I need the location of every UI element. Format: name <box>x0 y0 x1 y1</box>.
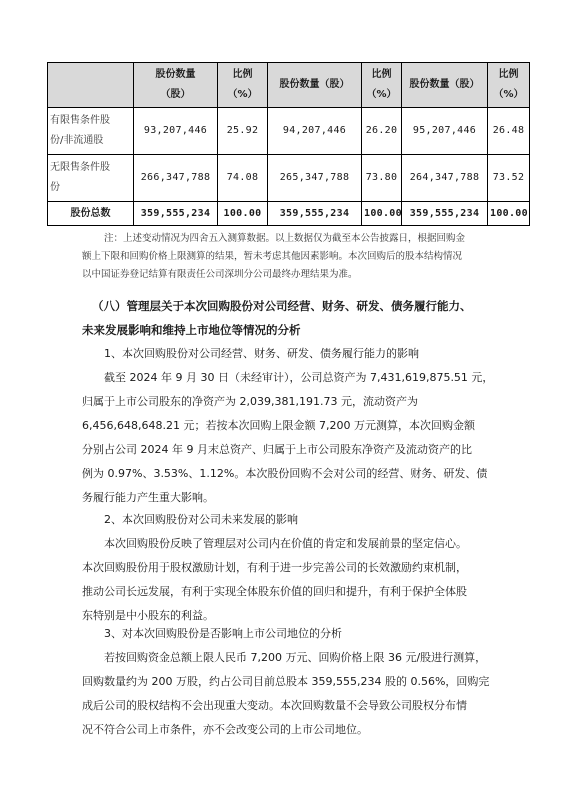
table-total-row <box>48 202 530 226</box>
table-cell: 264,347,788 <box>402 155 488 202</box>
row-label-line: 份 <box>50 182 60 193</box>
paragraph-line: 截至 2024 年 9 月 30 日（未经审计），公司总资产为 7,431,619,875.51 元， <box>104 371 494 384</box>
paragraph-line: 6,456,648,648.21 元；若按本次回购上限金额 7,200 万元测算，本次回购金额 <box>82 419 475 432</box>
header-shares-c: 股份数量（股） <box>402 63 488 108</box>
table-cell: 100.00 <box>488 202 530 226</box>
row-label-line: 无限售条件股 <box>50 162 110 173</box>
paragraph-line: 况不符合公司上市条件，亦不会改变公司的上市公司地位。 <box>82 723 368 736</box>
paragraph-2 <box>82 532 534 628</box>
paragraph-1 <box>82 366 534 510</box>
section-heading <box>82 294 547 342</box>
paragraph-line: 归属于上市公司股东的净资产为 2,039,381,191.73 元，流动资产为 <box>82 395 418 408</box>
table-cell: 74.08 <box>218 155 268 202</box>
header-ratio-a-unit: （%） <box>227 89 258 100</box>
paragraph-line: 例为 0.97%、3.53%、1.12%。本次股份回购不会对公司的经营、财务、研发、债 <box>82 467 488 480</box>
share-structure-table <box>47 62 530 226</box>
header-ratio-b-unit: （%） <box>366 89 397 100</box>
table-row <box>48 108 530 155</box>
table-cell: 73.80 <box>362 155 402 202</box>
table-cell: 359,555,234 <box>134 202 218 226</box>
subsection-heading-3: 3、对本次回购股份是否影响上市公司地位的分析 <box>104 627 342 640</box>
table-row <box>48 155 530 202</box>
table-cell: 95,207,446 <box>402 108 488 155</box>
row-label-restricted <box>48 108 134 155</box>
header-shares-b: 股份数量（股） <box>268 63 362 108</box>
header-shares-a <box>134 63 218 108</box>
table-cell: 266,347,788 <box>134 155 218 202</box>
paragraph-line: 回购数量约为 200 万股，约占公司目前总股本 359,555,234 股的 0.56%，回购完 <box>82 675 490 688</box>
table-cell: 265,347,788 <box>268 155 362 202</box>
table-cell: 359,555,234 <box>268 202 362 226</box>
header-ratio-b <box>362 63 402 108</box>
header-ratio-c-label: 比例 <box>498 69 519 80</box>
subsection-heading-1: 1、本次回购股份对公司经营、财务、研发、债务履行能力的影响 <box>104 347 419 360</box>
table-cell: 26.48 <box>488 108 530 155</box>
paragraph-line: 本次回购股份用于股权激励计划，有利于进一步完善公司的长效激励约束机制， <box>82 561 467 574</box>
paragraph-line: 东特别是中小股东的利益。 <box>82 609 214 622</box>
table-cell: 25.92 <box>218 108 268 155</box>
paragraph-3 <box>82 646 534 742</box>
header-ratio-c-unit: （%） <box>493 89 524 100</box>
paragraph-line: 若按回购资金总额上限人民币 7,200 万元、回购价格上限 36 元/股进行测算， <box>104 651 487 664</box>
row-label-line: 有限售条件股 <box>50 115 110 126</box>
table-cell: 93,207,446 <box>134 108 218 155</box>
paragraph-line: 本次回购股份反映了管理层对公司内在价值的肯定和发展前景的坚定信心。 <box>104 537 467 550</box>
paragraph-line: 务履行能力产生重大影响。 <box>82 491 214 504</box>
table-header-row <box>48 63 530 108</box>
paragraph-line: 成后公司的股权结构不会出现重大变动。本次回购数量不会导致公司股权分布情 <box>82 699 467 712</box>
table-cell: 94,207,446 <box>268 108 362 155</box>
paragraph-line: 推动公司长远发展，有利于实现全体股东价值的回归和提升，有利于保护全体股 <box>82 585 467 598</box>
table-cell: 100.00 <box>218 202 268 226</box>
header-empty-cell <box>48 63 134 108</box>
total-label: 股份总数 <box>48 202 134 226</box>
subsection-heading-2: 2、本次回购股份对公司未来发展的影响 <box>104 513 298 526</box>
table-cell: 100.00 <box>362 202 402 226</box>
row-label-line: 份/非流通股 <box>50 135 104 146</box>
header-ratio-a <box>218 63 268 108</box>
header-shares-a-label: 股份数量 <box>155 69 196 80</box>
header-ratio-a-label: 比例 <box>232 69 253 80</box>
paragraph-line: 分别占公司 2024 年 9 月末总资产、归属于上市公司股东净资产及流动资产的比 <box>82 443 472 456</box>
note-line: 以中国证券登记结算有限责任公司深圳分公司最终办理结果为准。 <box>82 269 358 280</box>
note-line: 额上下限和回购价格上限测算的结果，暂未考虑其他因素影响。本次回购后的股本结构情况 <box>82 251 463 262</box>
table-cell: 73.52 <box>488 155 530 202</box>
note-line: 注：上述变动情况为四舍五入测算数据。以上数据仅为截至本公告披露日，根据回购金 <box>104 233 466 244</box>
header-ratio-b-label: 比例 <box>371 69 392 80</box>
table-cell: 26.20 <box>362 108 402 155</box>
header-ratio-c <box>488 63 530 108</box>
header-shares-a-unit: （股） <box>160 89 191 100</box>
row-label-unrestricted <box>48 155 134 202</box>
table-note <box>82 230 532 284</box>
section-heading-line: 未来发展影响和维持上市地位等情况的分析 <box>82 323 301 337</box>
table-cell: 359,555,234 <box>402 202 488 226</box>
section-heading-line: （八）管理层关于本次回购股份对公司经营、财务、研发、债务履行能力、 <box>92 299 472 313</box>
